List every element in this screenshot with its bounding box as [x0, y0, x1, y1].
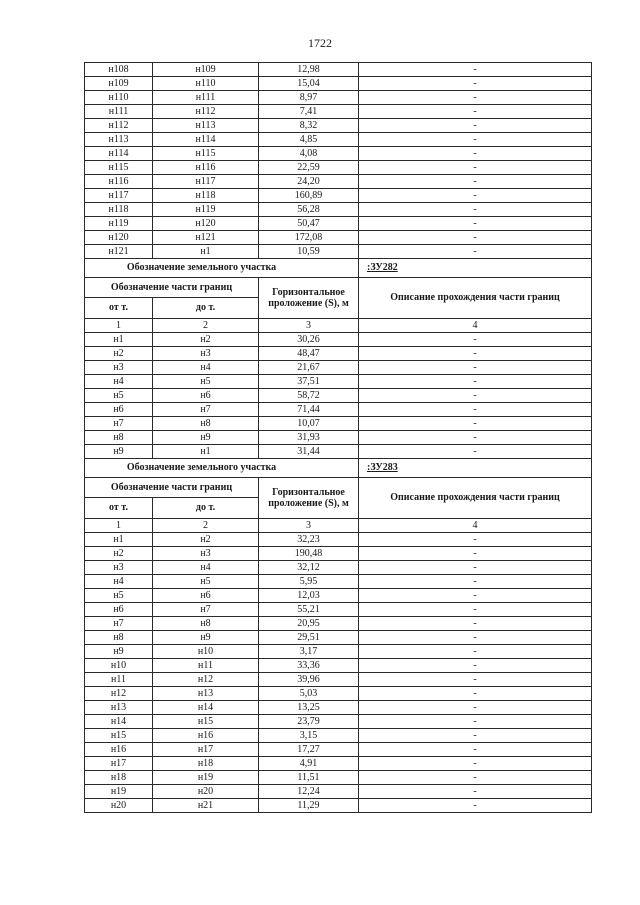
table-cell: н4 — [85, 575, 153, 589]
table-cell: н15 — [153, 715, 259, 729]
table-cell: - — [359, 189, 592, 203]
table-cell: н11 — [153, 659, 259, 673]
table-cell: н7 — [153, 403, 259, 417]
table-cell: н8 — [85, 431, 153, 445]
table-cell: - — [359, 687, 592, 701]
table-cell: 31,44 — [259, 445, 359, 459]
table-row — [85, 547, 592, 561]
table-cell: н4 — [153, 361, 259, 375]
table-cell: н6 — [153, 389, 259, 403]
table-row — [85, 785, 592, 799]
table-cell: н1 — [153, 445, 259, 459]
table-cell: н18 — [153, 757, 259, 771]
table-cell: н118 — [153, 189, 259, 203]
table-cell: н9 — [85, 445, 153, 459]
table-row — [85, 147, 592, 161]
table-cell: н9 — [153, 631, 259, 645]
table-cell: н17 — [153, 743, 259, 757]
table-cell: - — [359, 361, 592, 375]
table-cell: 190,48 — [259, 547, 359, 561]
table-cell: 55,21 — [259, 603, 359, 617]
table-row — [85, 617, 592, 631]
header-to: до т. — [153, 498, 259, 519]
table-row — [85, 631, 592, 645]
table-row — [85, 77, 592, 91]
table-cell: - — [359, 785, 592, 799]
table-cell: н3 — [85, 561, 153, 575]
table-cell: 13,25 — [259, 701, 359, 715]
column-number: 2 — [153, 519, 259, 533]
table-row — [85, 729, 592, 743]
table-cell: - — [359, 631, 592, 645]
table-cell: - — [359, 203, 592, 217]
table-cell: н13 — [85, 701, 153, 715]
column-number: 4 — [359, 519, 592, 533]
table-cell: н21 — [153, 799, 259, 813]
table-cell: н14 — [153, 701, 259, 715]
column-number: 3 — [259, 319, 359, 333]
table-cell: н120 — [85, 231, 153, 245]
table-row — [85, 459, 592, 478]
table-cell: н19 — [153, 771, 259, 785]
table-cell: - — [359, 389, 592, 403]
table-cell: - — [359, 375, 592, 389]
table-cell: 8,97 — [259, 91, 359, 105]
table-cell: н16 — [85, 743, 153, 757]
table-cell: 58,72 — [259, 389, 359, 403]
table-row — [85, 203, 592, 217]
table-cell: н114 — [153, 133, 259, 147]
table-cell: 12,03 — [259, 589, 359, 603]
table-cell: н118 — [85, 203, 153, 217]
table-cell: - — [359, 105, 592, 119]
table-cell: н119 — [153, 203, 259, 217]
table-cell: н3 — [153, 347, 259, 361]
table-cell: н116 — [153, 161, 259, 175]
table-cell: н5 — [85, 589, 153, 603]
header-to: до т. — [153, 298, 259, 319]
table-row — [85, 245, 592, 259]
table-cell: н2 — [85, 547, 153, 561]
land-plot-label: Обозначение земельного участка — [85, 459, 359, 478]
column-number: 3 — [259, 519, 359, 533]
table-cell: 22,59 — [259, 161, 359, 175]
table-cell: н113 — [153, 119, 259, 133]
table-cell: - — [359, 63, 592, 77]
column-number: 1 — [85, 519, 153, 533]
table-cell: н7 — [153, 603, 259, 617]
table-cell: н10 — [85, 659, 153, 673]
table-row — [85, 561, 592, 575]
table-cell: - — [359, 617, 592, 631]
table-row — [85, 91, 592, 105]
table-cell: 7,41 — [259, 105, 359, 119]
table-cell: н20 — [85, 799, 153, 813]
table-cell: - — [359, 175, 592, 189]
header-from: от т. — [85, 498, 153, 519]
table-row — [85, 771, 592, 785]
table-cell: н121 — [85, 245, 153, 259]
table-cell: н114 — [85, 147, 153, 161]
table-cell: н112 — [85, 119, 153, 133]
table-cell: н1 — [85, 533, 153, 547]
table-cell: н116 — [85, 175, 153, 189]
table-row — [85, 333, 592, 347]
header-horizontal: Горизонтальное проложение (S), м — [259, 478, 359, 519]
table-cell: н109 — [153, 63, 259, 77]
table-cell: н8 — [153, 617, 259, 631]
table-row — [85, 347, 592, 361]
table-row — [85, 105, 592, 119]
table-cell: 11,29 — [259, 799, 359, 813]
header-part-boundaries: Обозначение части границ — [85, 278, 259, 298]
table-cell: - — [359, 403, 592, 417]
table-cell: н8 — [153, 417, 259, 431]
table-cell: н113 — [85, 133, 153, 147]
table-cell: н3 — [85, 361, 153, 375]
table-cell: - — [359, 575, 592, 589]
table-row — [85, 603, 592, 617]
table-cell: - — [359, 701, 592, 715]
table-cell: н17 — [85, 757, 153, 771]
table-cell: 56,28 — [259, 203, 359, 217]
table-row — [85, 417, 592, 431]
table-cell: н2 — [153, 333, 259, 347]
table-row — [85, 701, 592, 715]
table-row — [85, 403, 592, 417]
table-cell: н120 — [153, 217, 259, 231]
table-cell: 15,04 — [259, 77, 359, 91]
table-cell: 48,47 — [259, 347, 359, 361]
table-cell: - — [359, 245, 592, 259]
table-cell: н13 — [153, 687, 259, 701]
table-row — [85, 519, 592, 533]
table-cell: н18 — [85, 771, 153, 785]
table-cell: 3,17 — [259, 645, 359, 659]
table-cell: 4,08 — [259, 147, 359, 161]
table-cell: н9 — [153, 431, 259, 445]
table-row — [85, 799, 592, 813]
land-plot-label: Обозначение земельного участка — [85, 259, 359, 278]
table-row — [85, 575, 592, 589]
table-cell: 10,07 — [259, 417, 359, 431]
table-row — [85, 161, 592, 175]
table-row — [85, 389, 592, 403]
table-row — [85, 278, 592, 298]
land-plot-code: :ЗУ283 — [359, 459, 592, 478]
table-cell: - — [359, 603, 592, 617]
table-cell: н16 — [153, 729, 259, 743]
table-row — [85, 533, 592, 547]
table-cell: - — [359, 729, 592, 743]
boundary-table-body — [85, 63, 592, 813]
table-cell: н112 — [153, 105, 259, 119]
table-row — [85, 375, 592, 389]
table-row — [85, 715, 592, 729]
table-cell: - — [359, 645, 592, 659]
table-row — [85, 589, 592, 603]
table-cell: - — [359, 119, 592, 133]
table-cell: - — [359, 673, 592, 687]
table-cell: - — [359, 589, 592, 603]
table-cell: 23,79 — [259, 715, 359, 729]
table-cell: 8,32 — [259, 119, 359, 133]
table-cell: - — [359, 799, 592, 813]
table-cell: н108 — [85, 63, 153, 77]
table-cell: - — [359, 659, 592, 673]
table-row — [85, 361, 592, 375]
table-cell: н121 — [153, 231, 259, 245]
header-description: Описание прохождения части границ — [359, 278, 592, 319]
table-cell: н111 — [153, 91, 259, 105]
table-cell: н6 — [153, 589, 259, 603]
table-row — [85, 645, 592, 659]
table-cell: н2 — [153, 533, 259, 547]
table-cell: 17,27 — [259, 743, 359, 757]
table-row — [85, 431, 592, 445]
column-number: 4 — [359, 319, 592, 333]
table-cell: 50,47 — [259, 217, 359, 231]
table-cell: - — [359, 161, 592, 175]
table-cell: н8 — [85, 631, 153, 645]
table-row — [85, 63, 592, 77]
table-cell: н110 — [85, 91, 153, 105]
table-cell: н119 — [85, 217, 153, 231]
table-cell: 39,96 — [259, 673, 359, 687]
table-row — [85, 133, 592, 147]
land-plot-code: :ЗУ282 — [359, 259, 592, 278]
table-row — [85, 687, 592, 701]
table-cell: - — [359, 133, 592, 147]
table-row — [85, 217, 592, 231]
table-cell: н12 — [153, 673, 259, 687]
table-cell: - — [359, 77, 592, 91]
header-horizontal: Горизонтальное проложение (S), м — [259, 278, 359, 319]
table-row — [85, 659, 592, 673]
table-cell: - — [359, 771, 592, 785]
header-description: Описание прохождения части границ — [359, 478, 592, 519]
table-row — [85, 445, 592, 459]
table-cell: н15 — [85, 729, 153, 743]
table-cell: н14 — [85, 715, 153, 729]
table-cell: - — [359, 417, 592, 431]
table-row — [85, 175, 592, 189]
table-cell: н5 — [153, 375, 259, 389]
table-row — [85, 119, 592, 133]
table-cell: н115 — [85, 161, 153, 175]
table-cell: - — [359, 333, 592, 347]
table-cell: 24,20 — [259, 175, 359, 189]
table-row — [85, 231, 592, 245]
table-cell: 21,67 — [259, 361, 359, 375]
table-cell: 12,98 — [259, 63, 359, 77]
table-cell: - — [359, 547, 592, 561]
table-cell: н9 — [85, 645, 153, 659]
table-cell: - — [359, 757, 592, 771]
table-cell: 160,89 — [259, 189, 359, 203]
table-row — [85, 478, 592, 498]
table-cell: - — [359, 445, 592, 459]
table-cell: н6 — [85, 403, 153, 417]
table-cell: - — [359, 561, 592, 575]
table-cell: 5,03 — [259, 687, 359, 701]
table-cell: н117 — [153, 175, 259, 189]
table-cell: н12 — [85, 687, 153, 701]
table-cell: н20 — [153, 785, 259, 799]
table-cell: 10,59 — [259, 245, 359, 259]
table-cell: 4,91 — [259, 757, 359, 771]
table-cell: - — [359, 147, 592, 161]
table-cell: 71,44 — [259, 403, 359, 417]
table-row — [85, 673, 592, 687]
header-part-boundaries: Обозначение части границ — [85, 478, 259, 498]
table-cell: н4 — [85, 375, 153, 389]
table-cell: н1 — [153, 245, 259, 259]
table-cell: н11 — [85, 673, 153, 687]
table-row — [85, 743, 592, 757]
table-cell: н6 — [85, 603, 153, 617]
table-cell: 3,15 — [259, 729, 359, 743]
table-cell: - — [359, 231, 592, 245]
table-cell: - — [359, 217, 592, 231]
table-cell: 5,95 — [259, 575, 359, 589]
table-cell: 11,51 — [259, 771, 359, 785]
table-row — [85, 319, 592, 333]
table-cell: н117 — [85, 189, 153, 203]
table-cell: 30,26 — [259, 333, 359, 347]
column-number: 1 — [85, 319, 153, 333]
table-cell: н109 — [85, 77, 153, 91]
table-row — [85, 189, 592, 203]
header-from: от т. — [85, 298, 153, 319]
table-cell: н10 — [153, 645, 259, 659]
table-cell: 4,85 — [259, 133, 359, 147]
boundary-table — [84, 62, 592, 813]
table-cell: 33,36 — [259, 659, 359, 673]
table-cell: н5 — [153, 575, 259, 589]
table-cell: - — [359, 743, 592, 757]
table-cell: 29,51 — [259, 631, 359, 645]
table-cell: 12,24 — [259, 785, 359, 799]
table-row — [85, 757, 592, 771]
table-cell: 20,95 — [259, 617, 359, 631]
table-cell: 37,51 — [259, 375, 359, 389]
table-cell: - — [359, 431, 592, 445]
page-number: 1722 — [308, 36, 332, 50]
table-cell: н4 — [153, 561, 259, 575]
table-cell: н3 — [153, 547, 259, 561]
table-cell: 31,93 — [259, 431, 359, 445]
table-cell: н7 — [85, 617, 153, 631]
table-cell: н111 — [85, 105, 153, 119]
table-cell: 32,12 — [259, 561, 359, 575]
table-cell: - — [359, 533, 592, 547]
table-cell: н110 — [153, 77, 259, 91]
table-cell: - — [359, 715, 592, 729]
table-cell: н2 — [85, 347, 153, 361]
table-cell: - — [359, 91, 592, 105]
table-cell: 32,23 — [259, 533, 359, 547]
table-cell: н1 — [85, 333, 153, 347]
table-cell: 172,08 — [259, 231, 359, 245]
column-number: 2 — [153, 319, 259, 333]
table-row — [85, 259, 592, 278]
table-cell: - — [359, 347, 592, 361]
table-cell: н5 — [85, 389, 153, 403]
table-cell: н19 — [85, 785, 153, 799]
table-cell: н115 — [153, 147, 259, 161]
table-cell: н7 — [85, 417, 153, 431]
